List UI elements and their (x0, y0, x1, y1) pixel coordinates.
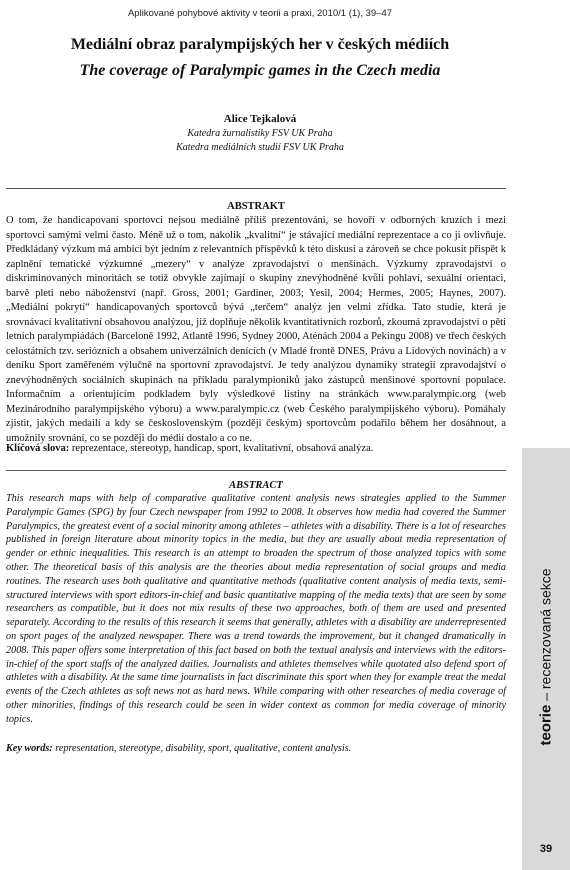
abstract-text: This research maps with help of comparative qualitative content analysis news strategies applied to the Summer Paralympic Games (SPG) by four Czech newspaper from 1992 to 2008. It observes how media had covered the Summer Paralympics, the greatest event of a social minority among athletes – athletes with a disability. There is a lot of researches published in foreign literature about minority topics in the media, but they are usually about media representation of gender or ethnic inequalities. This research is an attempt to broaden the spectrum of those analyzed topics with some other. The theoretical basis of this analysis are the theories about media representation of social groups and media routines. The research uses both qualitative and quantitative methods (qualitative content analysis of media texts, semi-structured interviews with sport editors-in-chief and basic quantitative mapping of the media texts) that are seen by some researchers as compatible, but it does not mix results of these two approaches, both of them are used and presented separately. According to the results of this research it seems that generally, athletes with a disability are underrepresented on sport pages of the analyzed newspaper. There was a trend towards the improvement, but it changed dramatically in 2008. This paper offers some interpretation of this fact based on both the textual analysis and interviews with the editors-in-chief of the sport staffs of the analyzed dailies. Journalists and athletes themselves while quotated also defend sport of athletes with a disability. At the same time journalists in fact discriminate this sport when they for example treat the medal events of the Czech athletes as soft news not as hard news. While comparing with other researches of media coverage of other minorities, findings of this research could be seen in wider context as common for media coverage of minority topics. (6, 493, 506, 725)
section-label (538, 568, 555, 745)
author-name: Alice Tejkalová (223, 113, 297, 125)
divider-top (6, 188, 506, 189)
abstrakt-text: O tom, že handicapovaní sportovci nejsou mediálně příliš prezentováni, se hovoří v odborných kruzích i mezi sportovci samými velmi často. Méně už o tom, nakolik „kvalitní“ je stávající mediální reprezentace a co ji ovlivňuje. Předkládaný výzkum má ambici být jedním z relevantních příspěvků k této diskusi a zároveň se chce pokusit přispět k zaplnění tematické výzkumné „mezery“ v analýze zpravodajství o menšinách. Výzkumy zpravodajství o diskriminovaných minoritách se totiž obvykle zajímají o skupiny znevýhodněné kvůli pohlaví, sexuální orientaci, barvě pleti nebo náboženství (např. Gross, 2001; Gardiner, 2003; Yesil, 2004; Hermes, 2005; Haynes, 2007). „Mediální pokrytí“ handicapovaných sportovců bývá „terčem“ analýz jen velmi zřídka. Tato studie, která je srovnávací kvalitativní obsahovou analýzou, již doplňuje několik kvantitativních rozborů, zkoumá zpravodajství o pěti letních paralympiádách (Barceloně 1992, Atlantě 1996, Sydney 2000, Aténách 2004 a Pekingu 2008) ve třech českých celostátních tzv. seriózních a obsahem univerzálních denících (v Mladé frontě DNES, Právu a Lidových novinách) a v deníku Sport zaměřeném výlučně na sportovní zpravodajství. Je tedy analýzou dynamiky strategií zpravodajství o znevýhodněných sociálních skupinách na příkladu paralympioniků jako zástupců menšinové sportovní populace. Informačním a orientujícím podkladem byly výsledkové listiny na stránkách www.paralympic.org (web Mezinárodního paralympijského výboru) a www.paralympic.cz (web Českého paralympijského výboru). Pomáhaly zjistit, jakých medailí a kdy se československým (později českým) sportovcům podařilo během her dosáhnout, a umožnily srovnání, co se později do médií dostalo a co ne. (6, 215, 506, 444)
keywords-czech-values: reprezentace, stereotyp, handicap, sport, kvalitativní, obsahová analýza. (69, 443, 374, 454)
keywords-english-label: Key words: (6, 743, 53, 754)
running-header: Aplikované pohybové aktivity v teorii a praxi, 2010/1 (1), 39–47 (127, 8, 393, 19)
abstract-heading: ABSTRACT (229, 480, 283, 491)
section-label-bold: teorie (537, 704, 555, 746)
article-title-english: The coverage of Paralympic games in the Czech media (79, 62, 441, 79)
author-affiliation-1: Katedra žurnalistiky FSV UK Praha (187, 128, 333, 139)
abstrakt-heading: ABSTRAKT (227, 201, 285, 212)
keywords-english-values: representation, stereotype, disability, sport, qualitative, content analysis. (52, 743, 352, 754)
keywords-czech (6, 443, 506, 454)
author-affiliation-2: Katedra mediálních studií FSV UK Praha (176, 142, 344, 153)
article-title-czech: Mediální obraz paralympijských her v českých médiích (70, 36, 450, 53)
page-number: 39 (539, 843, 553, 855)
section-label-rest: – recenzovaná sekce (537, 568, 554, 705)
divider-middle (6, 470, 506, 471)
keywords-english (6, 743, 506, 754)
keywords-czech-label: Klíčová slova: (6, 443, 70, 454)
